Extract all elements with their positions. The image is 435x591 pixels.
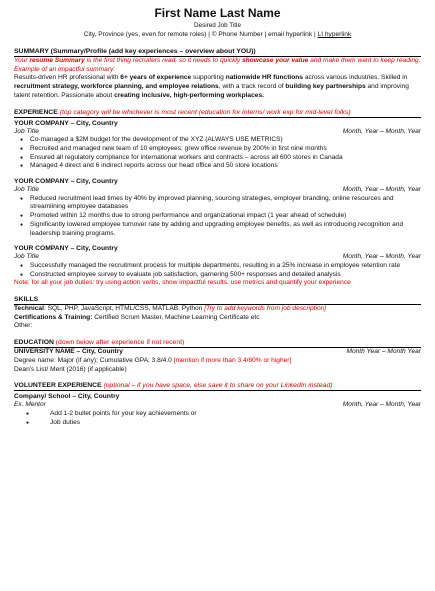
job-bullets xyxy=(14,195,421,239)
company-name: YOUR COMPANY – City, Country xyxy=(14,119,118,127)
volunteer-heading: VOLUNTEER EXPERIENCE (optional – if you have space, else save it to share on your LinkedIn instead) xyxy=(14,381,421,391)
summary-note: Your resume Summary is the first thing recruiters read, so it needs to quickly showcase your value and make them want to keep reading. Example of an impactful summary: xyxy=(14,57,421,73)
job-2 xyxy=(14,177,421,238)
skills-certifications: Certifications & Training: Certified Scrum Master, Machine Learning Certificate etc xyxy=(14,313,260,321)
contact-line xyxy=(14,30,421,40)
volunteer-bullets xyxy=(14,410,421,427)
job-bullets xyxy=(14,262,421,279)
list-item: ● Job duties xyxy=(36,419,421,428)
list-item: ● Reduced recruitment lead times by 40% by improved planning, sourcing strategies, employer branding, online resources and streamlining employee databases xyxy=(30,195,421,212)
company-name: YOUR COMPANY – City, Country xyxy=(14,245,118,253)
linkedin-link[interactable]: LI hyperlink xyxy=(317,31,352,38)
experience-heading: EXPERIENCE (top category will be whichever is most recent (education for interns/ work exp for mid-level folks) xyxy=(14,108,421,118)
resume-name: First Name Last Name xyxy=(154,6,281,20)
company-name: YOUR COMPANY – City, Country xyxy=(14,178,118,186)
job-title-row: Job Title Month, Year – Month, Year xyxy=(14,186,421,194)
list-item: ● Promoted within 12 months due to strong performance and organizational impact (1 year ahead of schedule) xyxy=(30,212,421,221)
degree-line: Degree name: Major (if any); Cumulative GPA: 3.8/4.0 [mention if more than 3.4/80% or higher] xyxy=(14,356,292,364)
list-item: ● Constructed employee survey to evaluate job satisfaction, garnering 500+ responses and detailed analysis xyxy=(30,271,421,280)
job-3 xyxy=(14,244,421,288)
skills-technical: Technical: SQL, PHP, JavaScript, HTML/CSS, MATLAB, Python [Try to add keywords from job description] xyxy=(14,305,327,313)
volunteer-org: Company/ School – City, Country xyxy=(14,393,120,401)
summary-heading: SUMMARY (Summary/Profile (add key experiences – overview about YOU)) xyxy=(14,47,421,57)
list-item: ● Ensured all regulatory compliance for international workers and contracts – across all 600 stores in Canada xyxy=(30,154,421,163)
skills-other: Other: xyxy=(14,322,33,330)
job-1 xyxy=(14,119,421,172)
skills-heading: SKILLS xyxy=(14,295,421,305)
list-item: ● Significantly lowered employee turnover rate by adding and upgrading employee benefits, as well as introducing recognition and leadership training programs. xyxy=(30,221,421,238)
experience-note: Note: for all your job duties: try using action verbs, show impactful results, use metrics and quantify your experience xyxy=(14,279,351,287)
summary-text: Results-driven HR professional with 6+ years of experience supporting nationwide HR functions across various industries. Skilled in recruitment strategy, workforce planning, and employee relations, with a track record of building key partnerships and improving talent retention. Passionate about creating inclusive, high-performing workplaces. xyxy=(14,74,409,99)
job-bullets xyxy=(14,136,421,171)
honors-line: Dean's List/ Merit (2016) (if applicable) xyxy=(14,365,127,373)
list-item: ● Successfully managed the recruitment process for multiple departments, resulting in a 25% increase in employee retention rate xyxy=(30,262,421,271)
job-title-row: Job Title Month, Year – Month, Year xyxy=(14,127,421,135)
list-item: ● Recruited and managed new team of 10 employees; grew office revenue by 200% in first nine months xyxy=(30,145,421,154)
school-row: UNIVERSITY NAME – City, Country Month Year – Month Year xyxy=(14,348,421,356)
job-title-row: Job Title Month, Year – Month, Year xyxy=(14,253,421,261)
education-heading: EDUCATION (down below after experience if not recent) xyxy=(14,338,421,348)
list-item: ● Add 1-2 bullet points for your key achievements or xyxy=(36,410,421,419)
list-item: ● Co-managed a $2M budget for the development of the XYZ (ALWAYS USE METRICS) xyxy=(30,136,421,145)
contact-main: City, Province (yes, even for remote roles) | © Phone Number | email hyperlink | xyxy=(83,31,316,38)
volunteer-role-row: Ex. Mentor Month, Year – Month, Year xyxy=(14,401,421,409)
list-item: ● Managed 4 direct and 6 indirect reports across our head office and 50 store locations xyxy=(30,162,421,171)
desired-job-title: Desired Job Title xyxy=(194,22,241,29)
